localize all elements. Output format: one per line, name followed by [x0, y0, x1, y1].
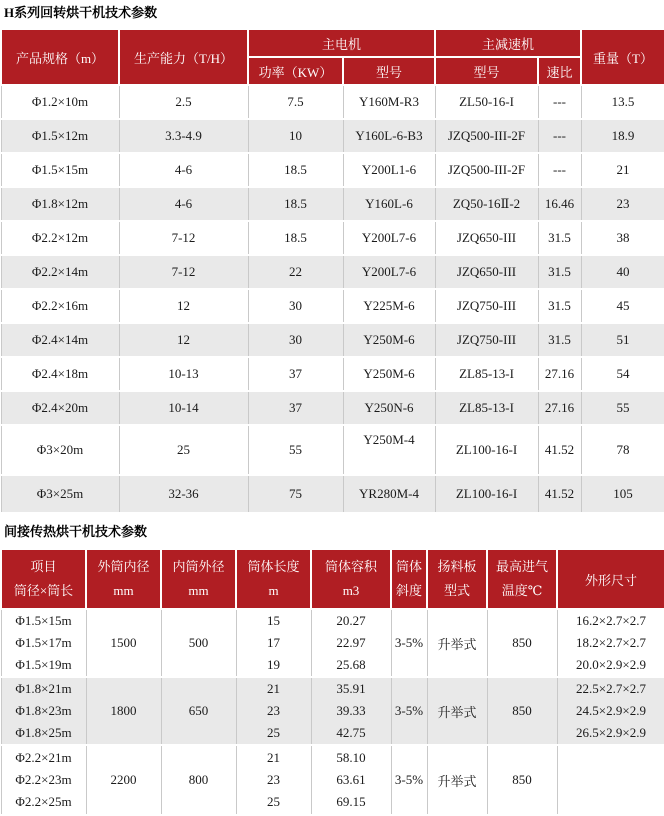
cell-spec: Φ2.2×16m	[1, 289, 119, 323]
cell-weight: 105	[581, 475, 664, 513]
cell-power: 37	[248, 357, 343, 391]
cell-ratio: ---	[538, 85, 581, 119]
cell-capacity: 10-13	[119, 357, 248, 391]
t2-header-volume: 筒体容积 m3	[311, 549, 391, 609]
cell-ratio: ---	[538, 119, 581, 153]
section2-title: 间接传热烘干机技术参数	[4, 524, 148, 539]
t1-header-row-1	[1, 29, 664, 57]
cell-dims	[557, 745, 664, 815]
cell-power: 7.5	[248, 85, 343, 119]
cell-temp: 850	[487, 677, 557, 745]
table-row	[1, 255, 664, 289]
cell-weight: 45	[581, 289, 664, 323]
table-row	[1, 745, 664, 815]
cell-ratio: 31.5	[538, 289, 581, 323]
cell-spec: Φ1.2×10m	[1, 85, 119, 119]
cell-weight: 40	[581, 255, 664, 289]
cell-ratio: 16.46	[538, 187, 581, 221]
cell-items: Φ1.8×21m Φ1.8×23m Φ1.8×25m	[1, 677, 86, 745]
t2-header-plate-type: 扬料板 型式	[427, 549, 487, 609]
cell-reducer-model: JZQ750-III	[435, 289, 538, 323]
cell-volumes: 58.10 63.61 69.15	[311, 745, 391, 815]
table-row	[1, 85, 664, 119]
t2-header-item	[1, 549, 86, 609]
cell-items: Φ1.5×15m Φ1.5×17m Φ1.5×19m	[1, 609, 86, 677]
cell-spec: Φ2.4×14m	[1, 323, 119, 357]
section1-title: H系列回转烘干机技术参数	[4, 5, 158, 20]
cell-slope: 3-5%	[391, 677, 427, 745]
cell-outer: 1800	[86, 677, 161, 745]
t1-header-weight: 重量（T）	[581, 29, 664, 85]
cell-lengths: 21 23 25	[236, 677, 311, 745]
cell-spec: Φ2.4×20m	[1, 391, 119, 425]
cell-inner: 500	[161, 609, 236, 677]
table-row	[1, 677, 664, 745]
cell-ratio: 41.52	[538, 475, 581, 513]
cell-ratio: 31.5	[538, 221, 581, 255]
cell-lengths: 21 23 25	[236, 745, 311, 815]
cell-reducer-model: ZL100-16-I	[435, 425, 538, 475]
h-series-table	[0, 28, 664, 514]
t1-header-main-reducer-group: 主减速机	[435, 29, 581, 57]
table-row	[1, 119, 664, 153]
cell-temp: 850	[487, 609, 557, 677]
t1-header-capacity: 生产能力（T/H）	[119, 29, 248, 85]
t2-header-row	[1, 549, 664, 609]
table-row	[1, 153, 664, 187]
cell-volumes: 20.27 22.97 25.68	[311, 609, 391, 677]
cell-reducer-model: JZQ500-III-2F	[435, 153, 538, 187]
t2-header-length: 筒体长度 m	[236, 549, 311, 609]
t2-header-outer-diameter: 外筒内径 mm	[86, 549, 161, 609]
cell-spec: Φ3×25m	[1, 475, 119, 513]
cell-reducer-model: ZL50-16-I	[435, 85, 538, 119]
cell-spec: Φ2.2×14m	[1, 255, 119, 289]
cell-dims: 16.2×2.7×2.7 18.2×2.7×2.7 20.0×2.9×2.9	[557, 609, 664, 677]
cell-spec: Φ2.4×18m	[1, 357, 119, 391]
table-row	[1, 357, 664, 391]
cell-capacity: 4-6	[119, 153, 248, 187]
cell-capacity: 12	[119, 289, 248, 323]
cell-outer: 2200	[86, 745, 161, 815]
t2-header-item-line1: 项目	[30, 559, 57, 574]
cell-reducer-model: ZL85-13-I	[435, 391, 538, 425]
cell-motor-model: Y160L-6	[343, 187, 435, 221]
cell-power: 22	[248, 255, 343, 289]
cell-temp: 850	[487, 745, 557, 815]
cell-capacity: 10-14	[119, 391, 248, 425]
indirect-dryer-table	[0, 548, 664, 816]
cell-spec: Φ1.5×15m	[1, 153, 119, 187]
cell-capacity: 2.5	[119, 85, 248, 119]
cell-weight: 21	[581, 153, 664, 187]
cell-reducer-model: JZQ650-III	[435, 221, 538, 255]
cell-power: 55	[248, 425, 343, 475]
cell-capacity: 7-12	[119, 221, 248, 255]
cell-volumes: 35.91 39.33 42.75	[311, 677, 391, 745]
table-row	[1, 425, 664, 475]
cell-motor-model: Y250N-6	[343, 391, 435, 425]
cell-reducer-model: JZQ500-III-2F	[435, 119, 538, 153]
t2-header-inner-diameter: 内筒外径 mm	[161, 549, 236, 609]
cell-dims: 22.5×2.7×2.7 24.5×2.9×2.9 26.5×2.9×2.9	[557, 677, 664, 745]
cell-power: 30	[248, 289, 343, 323]
cell-capacity: 12	[119, 323, 248, 357]
cell-weight: 78	[581, 425, 664, 475]
t1-header-reducer-model: 型号	[435, 57, 538, 85]
cell-weight: 51	[581, 323, 664, 357]
cell-capacity: 7-12	[119, 255, 248, 289]
cell-reducer-model: ZL100-16-I	[435, 475, 538, 513]
cell-plate: 升举式	[427, 677, 487, 745]
cell-slope: 3-5%	[391, 609, 427, 677]
cell-reducer-model: ZQ50-16Ⅱ-2	[435, 187, 538, 221]
cell-motor-model: Y225M-6	[343, 289, 435, 323]
cell-capacity: 32-36	[119, 475, 248, 513]
cell-lengths: 15 17 19	[236, 609, 311, 677]
cell-motor-model: Y200L1-6	[343, 153, 435, 187]
cell-ratio: 41.52	[538, 425, 581, 475]
cell-weight: 38	[581, 221, 664, 255]
t2-header-dimensions: 外形尺寸	[557, 549, 664, 609]
cell-weight: 55	[581, 391, 664, 425]
cell-plate: 升举式	[427, 745, 487, 815]
cell-motor-model: Y160L-6-B3	[343, 119, 435, 153]
t1-header-motor-model: 型号	[343, 57, 435, 85]
cell-spec: Φ1.5×12m	[1, 119, 119, 153]
cell-plate: 升举式	[427, 609, 487, 677]
cell-capacity: 3.3-4.9	[119, 119, 248, 153]
cell-power: 30	[248, 323, 343, 357]
cell-capacity: 25	[119, 425, 248, 475]
cell-ratio: 31.5	[538, 323, 581, 357]
t2-header-slope: 筒体 斜度	[391, 549, 427, 609]
table-row	[1, 221, 664, 255]
cell-reducer-model: ZL85-13-I	[435, 357, 538, 391]
cell-spec: Φ1.8×12m	[1, 187, 119, 221]
cell-power: 10	[248, 119, 343, 153]
cell-slope: 3-5%	[391, 745, 427, 815]
cell-motor-model: Y250M-4	[343, 425, 435, 475]
cell-spec: Φ3×20m	[1, 425, 119, 475]
cell-weight: 13.5	[581, 85, 664, 119]
t2-header-item-line2: 筒径×筒长	[13, 583, 74, 598]
cell-weight: 54	[581, 357, 664, 391]
cell-motor-model: Y200L7-6	[343, 255, 435, 289]
table-row	[1, 609, 664, 677]
cell-motor-model: Y250M-6	[343, 357, 435, 391]
table-row	[1, 323, 664, 357]
cell-spec: Φ2.2×12m	[1, 221, 119, 255]
cell-capacity: 4-6	[119, 187, 248, 221]
t1-header-product-spec: 产品规格（m）	[1, 29, 119, 85]
cell-power: 18.5	[248, 221, 343, 255]
cell-ratio: 31.5	[538, 255, 581, 289]
cell-motor-model: Y200L7-6	[343, 221, 435, 255]
cell-power: 75	[248, 475, 343, 513]
cell-reducer-model: JZQ750-III	[435, 323, 538, 357]
cell-motor-model: Y250M-6	[343, 323, 435, 357]
cell-inner: 650	[161, 677, 236, 745]
cell-weight: 23	[581, 187, 664, 221]
cell-outer: 1500	[86, 609, 161, 677]
table-row	[1, 475, 664, 513]
cell-motor-model: Y160M-R3	[343, 85, 435, 119]
cell-weight: 18.9	[581, 119, 664, 153]
cell-items: Φ2.2×21m Φ2.2×23m Φ2.2×25m	[1, 745, 86, 815]
cell-ratio: ---	[538, 153, 581, 187]
t2-header-max-temp: 最高进气 温度℃	[487, 549, 557, 609]
cell-reducer-model: JZQ650-III	[435, 255, 538, 289]
cell-power: 18.5	[248, 187, 343, 221]
t1-header-speed-ratio: 速比	[538, 57, 581, 85]
t1-header-motor-power: 功率（KW）	[248, 57, 343, 85]
table-row	[1, 187, 664, 221]
t1-header-main-motor-group: 主电机	[248, 29, 435, 57]
cell-power: 37	[248, 391, 343, 425]
cell-power: 18.5	[248, 153, 343, 187]
cell-inner: 800	[161, 745, 236, 815]
cell-ratio: 27.16	[538, 391, 581, 425]
cell-motor-model: YR280M-4	[343, 475, 435, 513]
table-row	[1, 289, 664, 323]
table-row	[1, 391, 664, 425]
cell-ratio: 27.16	[538, 357, 581, 391]
